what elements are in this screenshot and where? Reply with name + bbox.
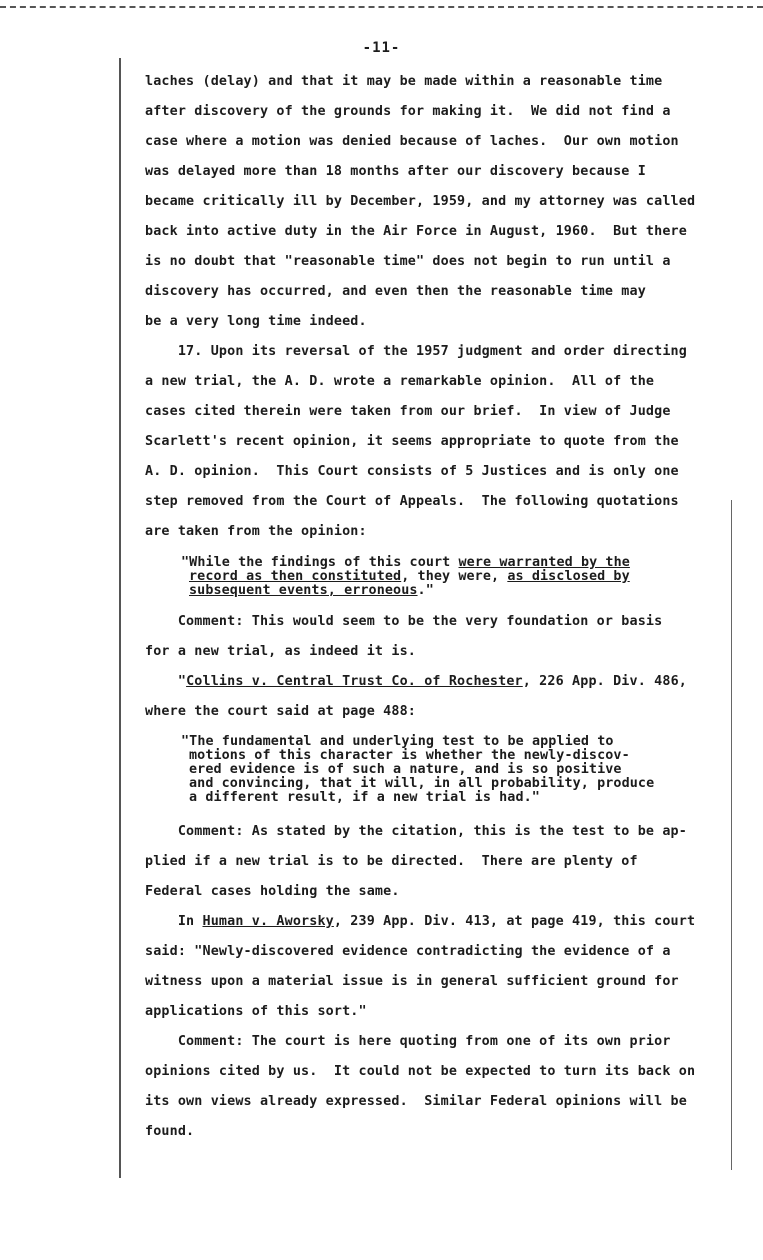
text-line: Scarlett's recent opinion, it seems appropriate to quote from the xyxy=(145,434,679,449)
quote-line: motions of this character is whether the newly-discov- xyxy=(189,748,630,763)
quote-line: "The fundamental and underlying test to be applied to xyxy=(181,734,614,749)
citation-line xyxy=(145,914,695,929)
text-line: 17. Upon its reversal of the 1957 judgment and order directing xyxy=(145,344,687,359)
quote-text: ." xyxy=(417,583,434,598)
text-line: witness upon a material issue is in general sufficient ground for xyxy=(145,974,679,989)
text-line: found. xyxy=(145,1124,195,1139)
citation-line xyxy=(145,674,687,689)
citation-rest: , 226 App. Div. 486, xyxy=(522,674,687,689)
underlined-text: record as then constituted xyxy=(189,569,402,584)
text-line: became critically ill by December, 1959, and my attorney was called xyxy=(145,194,696,209)
underlined-text: as disclosed by xyxy=(507,569,630,584)
quote-line xyxy=(181,556,630,570)
text-line: step removed from the Court of Appeals. The following quotations xyxy=(145,494,679,509)
text-line: are taken from the opinion: xyxy=(145,524,367,539)
text-line: laches (delay) and that it may be made within a reasonable time xyxy=(145,74,663,89)
quote-line xyxy=(189,570,630,584)
text-line: was delayed more than 18 months after our discovery because I xyxy=(145,164,646,179)
underlined-text: subsequent events, erroneous xyxy=(189,583,418,598)
text-line: opinions cited by us. It could not be expected to turn its back on xyxy=(145,1064,696,1079)
case-name: Collins v. Central Trust Co. of Rochester xyxy=(186,674,523,689)
text-line: Comment: The court is here quoting from one of its own prior xyxy=(145,1034,671,1049)
text-line: be a very long time indeed. xyxy=(145,314,367,329)
text-line: is no doubt that "reasonable time" does not begin to run until a xyxy=(145,254,671,269)
citation-open: " xyxy=(145,674,187,689)
text-line: Comment: This would seem to be the very foundation or basis xyxy=(145,614,663,629)
text-line: cases cited therein were taken from our brief. In view of Judge xyxy=(145,404,671,419)
quote-text: "While the findings of this court xyxy=(181,555,459,570)
quote-line xyxy=(189,584,434,598)
quote-line: a different result, if a new trial is had." xyxy=(189,790,540,805)
page-number: -11- xyxy=(362,40,401,56)
quote-line: ered evidence is of such a nature, and is so positive xyxy=(189,762,622,777)
text-line: for a new trial, as indeed it is. xyxy=(145,644,416,659)
text-line: plied if a new trial is to be directed. There are plenty of xyxy=(145,854,638,869)
right-margin-rule xyxy=(731,500,732,1170)
text-line: A. D. opinion. This Court consists of 5 Justices and is only one xyxy=(145,464,679,479)
text-line: applications of this sort." xyxy=(145,1004,367,1019)
text-line: Comment: As stated by the citation, this is the test to be ap- xyxy=(145,824,687,839)
text-line: case where a motion was denied because of laches. Our own motion xyxy=(145,134,679,149)
quote-line: and convincing, that it will, in all probability, produce xyxy=(189,776,655,791)
citation-pre: In xyxy=(145,914,203,929)
quote-text: , they were, xyxy=(401,569,508,584)
citation-rest: , 239 App. Div. 413, at page 419, this court xyxy=(333,914,696,929)
text-line: discovery has occurred, and even then the reasonable time may xyxy=(145,284,646,299)
text-line: a new trial, the A. D. wrote a remarkable opinion. All of the xyxy=(145,374,655,389)
text-line: said: "Newly-discovered evidence contradicting the evidence of a xyxy=(145,944,671,959)
case-name: Human v. Aworsky xyxy=(202,914,334,929)
text-line: back into active duty in the Air Force in August, 1960. But there xyxy=(145,224,687,239)
underlined-text: were warranted by the xyxy=(458,555,630,570)
left-margin-rule xyxy=(119,58,121,1178)
text-line: Federal cases holding the same. xyxy=(145,884,400,899)
text-line: its own views already expressed. Similar Federal opinions will be xyxy=(145,1094,687,1109)
text-line: where the court said at page 488: xyxy=(145,704,416,719)
text-line: after discovery of the grounds for making it. We did not find a xyxy=(145,104,671,119)
page-top-edge xyxy=(0,0,763,8)
